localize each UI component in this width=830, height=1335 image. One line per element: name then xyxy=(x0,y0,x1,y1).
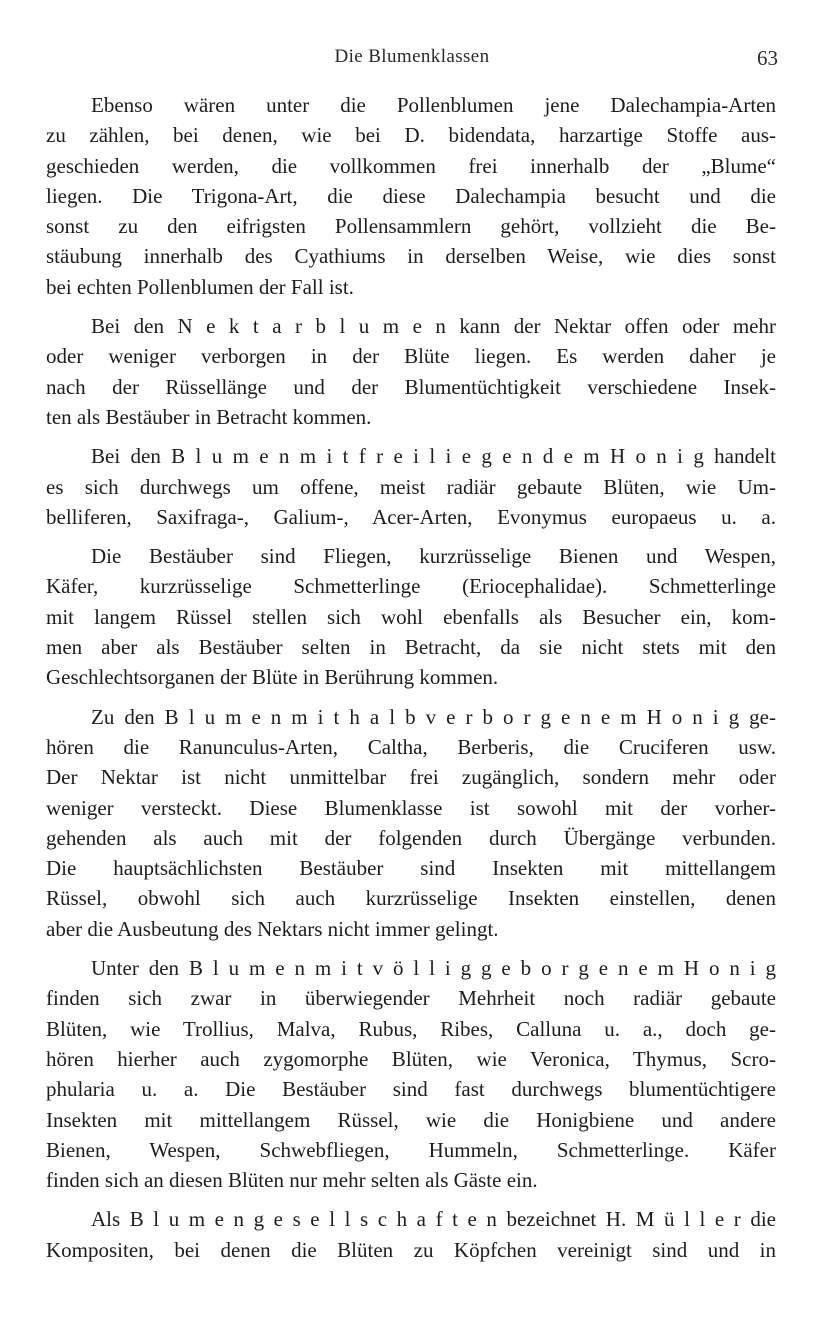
text-line: Die hauptsächlichsten Bestäuber sind Insekten mit mittellangem xyxy=(46,856,776,881)
text-line: belliferen, Saxifraga-, Galium-, Acer-Arten, Evonymus europaeus u. a. xyxy=(46,504,776,529)
text-line: geschieden werden, die vollkommen frei innerhalb der „Blume“ xyxy=(46,153,776,178)
text-line: Ebenso wären unter die Pollenblumen jene Dalechampia-Arten xyxy=(91,93,776,117)
text-line: sonst zu den eifrigsten Pollensammlern gehört, vollzieht die Be- xyxy=(46,214,776,239)
text-line: Kompositen, bei denen die Blüten zu Köpfchen vereinigt sind und in xyxy=(46,1237,776,1262)
text-line: Die Bestäuber sind Fliegen, kurzrüsselige Bienen und Wespen, xyxy=(91,544,776,569)
text-line: Käfer, kurzrüsselige Schmetterlinge (Eriocephalidae). Schmetterlinge xyxy=(46,574,776,599)
text-line: Bienen, Wespen, Schwebfliegen, Hummeln, Schmetterlinge. Käfer xyxy=(46,1137,776,1162)
text-line: bei echten Pollenblumen der Fall ist. xyxy=(46,274,354,299)
text-line: Geschlechtsorganen der Blüte in Berührung kommen. xyxy=(46,665,499,690)
text-line: Als B l u m e n g e s e l l s c h a f t e n bezeichnet H. M ü l l e r die xyxy=(91,1207,776,1232)
text-line: liegen. Die Trigona-Art, die diese Dalechampia besucht und die xyxy=(46,183,776,208)
text-line: es sich durchwegs um offene, meist radiär gebaute Blüten, wie Um- xyxy=(46,474,776,499)
text-line: men aber als Bestäuber selten in Betracht, da sie nicht stets mit den xyxy=(46,635,776,660)
text-line: finden sich an diesen Blüten nur mehr selten als Gäste ein. xyxy=(46,1168,538,1193)
body-text xyxy=(46,90,776,1274)
text-line: Bei den B l u m e n m i t f r e i l i e g e n d e m H o n i g handelt xyxy=(91,444,776,469)
paragraph-pollenblumen xyxy=(46,90,776,302)
running-title: Die Blumenklassen xyxy=(334,46,490,67)
text-line: Insekten mit mittellangem Rüssel, wie die Honigbiene und andere xyxy=(46,1107,776,1132)
text-line: ten als Bestäuber in Betracht kommen. xyxy=(46,404,372,429)
text-line: weniger versteckt. Diese Blumenklasse ist sowohl mit der vorher- xyxy=(46,795,776,820)
text-line: zu zählen, bei denen, wie bei D. bidendata, harzartige Stoffe aus- xyxy=(46,123,776,148)
text-line: hören die Ranunculus-Arten, Caltha, Berberis, die Cruciferen usw. xyxy=(46,734,776,759)
text-line: stäubung innerhalb des Cyathiums in derselben Weise, wie dies sonst xyxy=(46,244,776,269)
paragraph-geborgener-honig xyxy=(46,953,776,1195)
text-line: Rüssel, obwohl sich auch kurzrüsselige Insekten einstellen, denen xyxy=(46,886,776,911)
text-line: aber die Ausbeutung des Nektars nicht immer gelingt. xyxy=(46,916,499,941)
paragraph-blumengesellschaften xyxy=(46,1204,776,1265)
text-line: phularia u. a. Die Bestäuber sind fast durchwegs blumentüchtigere xyxy=(46,1077,776,1102)
paragraph-freiliegender-honig xyxy=(46,441,776,532)
text-line: Unter den B l u m e n m i t v ö l l i g g e b o r g e n e m H o n i g xyxy=(91,956,776,981)
text-line: Blüten, wie Trollius, Malva, Rubus, Ribes, Calluna u. a., doch ge- xyxy=(46,1016,776,1041)
text-line: hören hierher auch zygomorphe Blüten, wie Veronica, Thymus, Scro- xyxy=(46,1046,776,1071)
paragraph-bestaeuber xyxy=(46,541,776,692)
text-line: oder weniger verborgen in der Blüte liegen. Es werden daher je xyxy=(46,344,776,369)
text-line: finden sich zwar in überwiegender Mehrheit noch radiär gebaute xyxy=(46,986,776,1011)
paragraph-halbverborgener-honig xyxy=(46,702,776,944)
text-line: Zu den B l u m e n m i t h a l b v e r b o r g e n e m H o n i g ge- xyxy=(91,704,776,729)
page-number: 63 xyxy=(757,46,778,70)
text-line: gehenden als auch mit der folgenden durch Übergänge verbunden. xyxy=(46,825,776,850)
paragraph-nektarblumen xyxy=(46,311,776,432)
text-line: nach der Rüssellänge und der Blumentüchtigkeit verschiedene Insek- xyxy=(46,374,776,399)
running-head xyxy=(46,46,778,76)
text-line: Der Nektar ist nicht unmittelbar frei zugänglich, sondern mehr oder xyxy=(46,765,776,790)
text-line: mit langem Rüssel stellen sich wohl ebenfalls als Besucher ein, kom- xyxy=(46,604,776,629)
text-line: Bei den N e k t a r b l u m e n kann der Nektar offen oder mehr xyxy=(91,314,776,339)
